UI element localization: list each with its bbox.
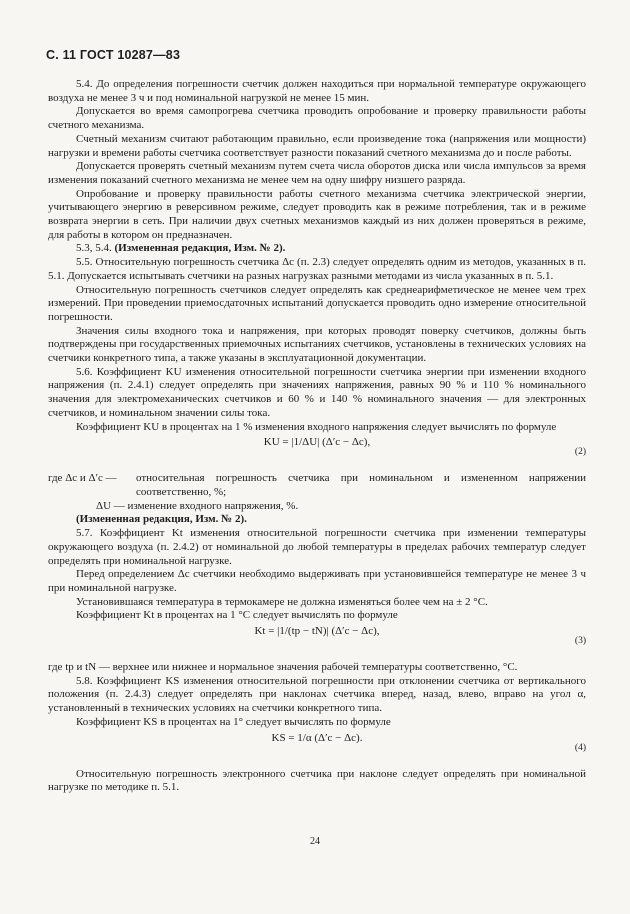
paragraph: Счетный механизм считают работающим правильно, если произведение тока (напряжения или мощности) нагрузки и времени работы счетчика соответствует разности показаний счетного механизма до и после работы. bbox=[48, 132, 586, 159]
formula-4 bbox=[48, 731, 586, 767]
paragraph: где tp и tN — верхнее или нижнее и нормальное значения рабочей температуры соответственно, °C. bbox=[48, 661, 518, 674]
paragraph: 5.4. До определения погрешности счетчик должен находиться при нормальной температуре окружающего воздуха не менее 3 ч и под номинальной нагрузкой не менее 15 мин. bbox=[48, 78, 586, 104]
document-body bbox=[48, 78, 586, 795]
legend-row bbox=[48, 472, 586, 499]
paragraph: Коэффициент KU в процентах на 1 % изменения входного напряжения следует вычислять по формуле bbox=[76, 420, 557, 433]
formula-2 bbox=[48, 435, 586, 471]
page-number: 24 bbox=[310, 836, 320, 847]
formula-expression: KU = |1/ΔU| (Δ′c − Δc), bbox=[263, 436, 371, 449]
formula-number: (2) bbox=[574, 447, 586, 458]
paragraph: 5.8. Коэффициент KS изменения относительной погрешности при отклонении счетчика от вертикального положения (п. 2.4.3) следует определять при наклонах счетчика вперед, назад, влево, вправо на угол α, установленный в технических условиях на счетчики конкретного типа. bbox=[48, 674, 586, 715]
formula-number: (4) bbox=[574, 742, 586, 753]
amendment-label: (Измененная редакция, Изм. № 2). bbox=[76, 513, 247, 526]
amendment-note bbox=[48, 513, 586, 527]
paragraph: Перед определением Δc счетчики необходимо выдерживать при установившейся температуре не менее 3 ч при номинальной нагрузке. bbox=[48, 568, 586, 594]
formula-3 bbox=[48, 624, 586, 660]
legend-row: ΔU — изменение входного напряжения, %. bbox=[96, 499, 299, 512]
paragraph: Допускается во время самопрогрева счетчика проводить опробование и проверку правильности работы счетного механизма. bbox=[48, 105, 586, 132]
clause-ref: 5.3, 5.4. bbox=[76, 242, 112, 255]
amendment-note bbox=[48, 242, 586, 256]
legend-label: где Δc и Δ′c — bbox=[48, 472, 117, 485]
paragraph: Относительную погрешность электронного счетчика при наклоне следует определять при номинальной нагрузке по методике п. 5.1. bbox=[48, 767, 586, 794]
paragraph: Коэффициент Kt в процентах на 1 °C следует вычислять по формуле bbox=[76, 609, 398, 622]
formula-expression: KS = 1/α (Δ′c − Δc). bbox=[271, 731, 363, 744]
paragraph: 5.5. Относительную погрешность счетчика Δc (п. 2.3) следует определять одним из методов, указанных в п. 5.1. Допускается испытывать счетчики на разных нагрузках разными методами из числа указанных в п. 5.1. bbox=[48, 256, 586, 282]
amendment-label: (Измененная редакция, Изм. № 2). bbox=[114, 242, 286, 255]
page-header: С. 11 ГОСТ 10287—83 bbox=[46, 48, 181, 62]
paragraph: 5.7. Коэффициент Kt изменения относительной погрешности счетчика при изменении температуры окружающего воздуха (п. 2.4.2) от номинальной до любой температуры в пределах рабочих температур следует определять при номинальной нагрузке. bbox=[48, 527, 586, 567]
paragraph: Допускается проверять счетный механизм путем счета числа оборотов диска или числа импульсов за время изменения показаний счетного механизма не менее чем на одну шифру низшего разряда. bbox=[48, 160, 586, 186]
formula-number: (3) bbox=[574, 636, 586, 647]
legend-text: относительная погрешность счетчика при номинальном и измененном напряжении соответственно, %; bbox=[136, 472, 586, 498]
paragraph: Опробование и проверку правильности работы счетного механизма счетчика электрической энергии, учитывающего энергию в реверсивном режиме, следует проводить как в режиме потребления, так и в режиме возврата энергии в сеть. При наличии двух счетных механизмов каждый из них должен проверяться в режиме, для работы в котором он предназначен. bbox=[48, 187, 586, 241]
paragraph: 5.6. Коэффициент KU изменения относительной погрешности счетчика энергии при изменении входного напряжения (п. 2.4.1) следует определять при значениях напряжения, равных 90 % и 110 % номинального значения для электромеханических счетчиков и 60 % и 140 % номинального значения — для электронных счетчиков, и номинальном значении силы тока. bbox=[48, 365, 586, 419]
paragraph: Коэффициент KS в процентах на 1° следует вычислять по формуле bbox=[76, 715, 391, 728]
formula-expression: Kt = |1/(tp − tN)| (Δ′c − Δc), bbox=[254, 625, 380, 638]
paragraph: Значения силы входного тока и напряжения, при которых проводят поверку счетчиков, должны быть подтверждены при государственных приемочных испытаниях счетчиков, установлены в технических условиях на счетчики конкретного типа, а также указаны в эксплуатационной документации. bbox=[48, 324, 586, 365]
paragraph: Относительную погрешность счетчиков следует определять как среднеарифметическое не менее чем трех измерений. При проведении приемосдаточных испытаний допускается проводить одно измерение относительной погрешности. bbox=[48, 283, 586, 323]
formula-legend bbox=[48, 472, 586, 513]
paragraph: Установившаяся температура в термокамере не должна изменяться более чем на ± 2 °C. bbox=[76, 595, 488, 608]
